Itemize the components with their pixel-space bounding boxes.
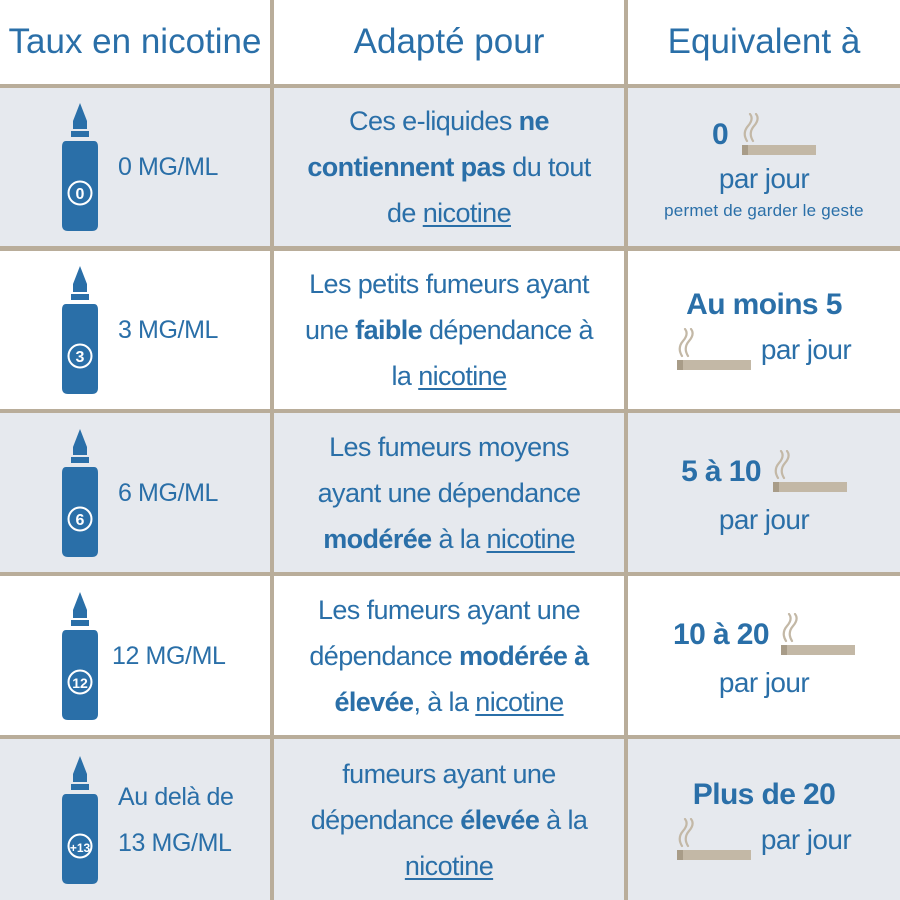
description-text: dépendance à [422, 315, 593, 345]
description-text: à la [431, 523, 487, 554]
emphasis-text: faible [355, 315, 423, 345]
emphasis-text: élevée [334, 686, 414, 717]
dose-label-line: 13 MG/ML [118, 829, 232, 857]
emphasis-text: élevée [460, 804, 540, 835]
keyword-nicotine: nicotine [422, 198, 511, 228]
emphasis-text: modérée [323, 523, 432, 554]
suited-for-cell [274, 251, 624, 409]
keyword-nicotine: nicotine [486, 523, 575, 554]
description-line [305, 307, 593, 353]
cigarette-count: Plus de 20 [692, 777, 836, 811]
dose-label: 12 MG/ML [112, 642, 226, 670]
description-line [318, 470, 581, 516]
per-day-label: par jour [718, 666, 810, 698]
ejuice-bottle-icon [58, 590, 102, 722]
equivalent-cell [628, 739, 900, 900]
header-suited-for: Adapté pour [274, 0, 624, 84]
description-line [309, 633, 588, 679]
description-line [329, 424, 569, 470]
keyword-nicotine: nicotine [418, 361, 507, 391]
nicotine-level-cell [0, 251, 270, 409]
description-line [318, 587, 580, 633]
equivalent-note: permet de garder le geste [664, 201, 864, 220]
cigarette-icon [677, 818, 751, 862]
header-equivalent: Equivalent à [628, 0, 900, 84]
equivalent-per-day-row [677, 328, 851, 372]
per-day-label: par jour [760, 334, 852, 365]
header-nicotine-level: Taux en nicotine [0, 0, 270, 84]
description-line [311, 797, 588, 843]
bottle-badge-label: +13 [69, 841, 91, 855]
ejuice-bottle-icon [58, 754, 102, 886]
keyword-nicotine: nicotine [475, 686, 564, 717]
description-text: fumeurs ayant une [342, 758, 556, 789]
ejuice-bottle-icon [58, 427, 102, 559]
description-text: Les petits fumeurs ayant [309, 269, 589, 299]
description-text: dépendance [310, 804, 461, 835]
dose-label [118, 774, 234, 866]
cigarette-count: 10 à 20 [673, 617, 769, 651]
equivalent-top-row [712, 113, 816, 157]
cigarette-icon [773, 450, 847, 494]
description-text: Les fumeurs ayant une [317, 594, 581, 625]
description-text: , à la [413, 686, 476, 717]
description-text: à la [539, 804, 588, 835]
equivalent-cell [628, 576, 900, 735]
emphasis-text: ne [518, 106, 549, 136]
ejuice-bottle-icon [58, 264, 102, 396]
keyword-nicotine: nicotine [404, 850, 494, 881]
description-text: Les fumeurs moyens [329, 431, 569, 462]
cigarette-icon [781, 613, 855, 657]
nicotine-level-cell [0, 576, 270, 735]
dose-label: 3 MG/ML [118, 316, 218, 344]
suited-for-cell [274, 88, 624, 246]
cigarette-icon [742, 113, 816, 157]
description-line [334, 679, 563, 725]
emphasis-text: modérée à [458, 640, 589, 671]
description-line [387, 190, 511, 236]
description-text: de [387, 198, 423, 228]
equivalent-top-row [681, 450, 847, 494]
per-day-label: par jour [718, 503, 810, 535]
equivalent-cell [628, 413, 900, 572]
equivalent-top-row [686, 288, 842, 322]
per-day-label: par jour [760, 823, 852, 855]
description-line [342, 751, 555, 797]
equivalent-per-day-row [719, 504, 809, 536]
equivalent-top-row [673, 613, 855, 657]
description-text: du tout [505, 152, 591, 182]
nicotine-level-cell [0, 413, 270, 572]
equivalent-per-day-row [719, 163, 809, 195]
suited-for-cell [274, 739, 624, 900]
equivalent-top-row [693, 778, 835, 812]
suited-for-cell [274, 413, 624, 572]
description-line [392, 353, 507, 399]
description-line [307, 144, 590, 190]
per-day-label: par jour [718, 163, 810, 194]
description-text: dépendance [309, 640, 459, 671]
equivalent-cell [628, 88, 900, 246]
description-line [323, 516, 575, 562]
cigarette-count: Au moins 5 [686, 288, 842, 321]
emphasis-text: contiennent pas [307, 152, 506, 182]
ejuice-bottle-icon [58, 101, 102, 233]
dose-label: 6 MG/ML [118, 479, 218, 507]
dose-label: 0 MG/ML [118, 153, 218, 181]
equivalent-cell [628, 251, 900, 409]
cigarette-count: 5 à 10 [681, 454, 761, 488]
nicotine-level-cell [0, 739, 270, 900]
description-text: la [391, 361, 419, 391]
description-line [309, 261, 589, 307]
bottle-badge-label: 0 [75, 186, 85, 203]
description-text: Ces e-liquides [349, 106, 519, 136]
bottle-badge-label: 3 [75, 349, 85, 366]
dose-label-line: Au delà de [118, 783, 234, 811]
description-line [405, 843, 493, 889]
description-line [349, 98, 549, 144]
bottle-badge-label: 6 [75, 512, 85, 529]
suited-for-cell [274, 576, 624, 735]
nicotine-level-cell [0, 88, 270, 246]
equivalent-per-day-row [719, 667, 809, 699]
description-text: une [305, 315, 356, 345]
cigarette-count: 0 [711, 118, 729, 151]
description-text: ayant une dépendance [317, 477, 581, 508]
cigarette-icon [677, 328, 751, 372]
equivalent-per-day-row [677, 818, 851, 862]
bottle-badge-label: 12 [72, 675, 88, 691]
